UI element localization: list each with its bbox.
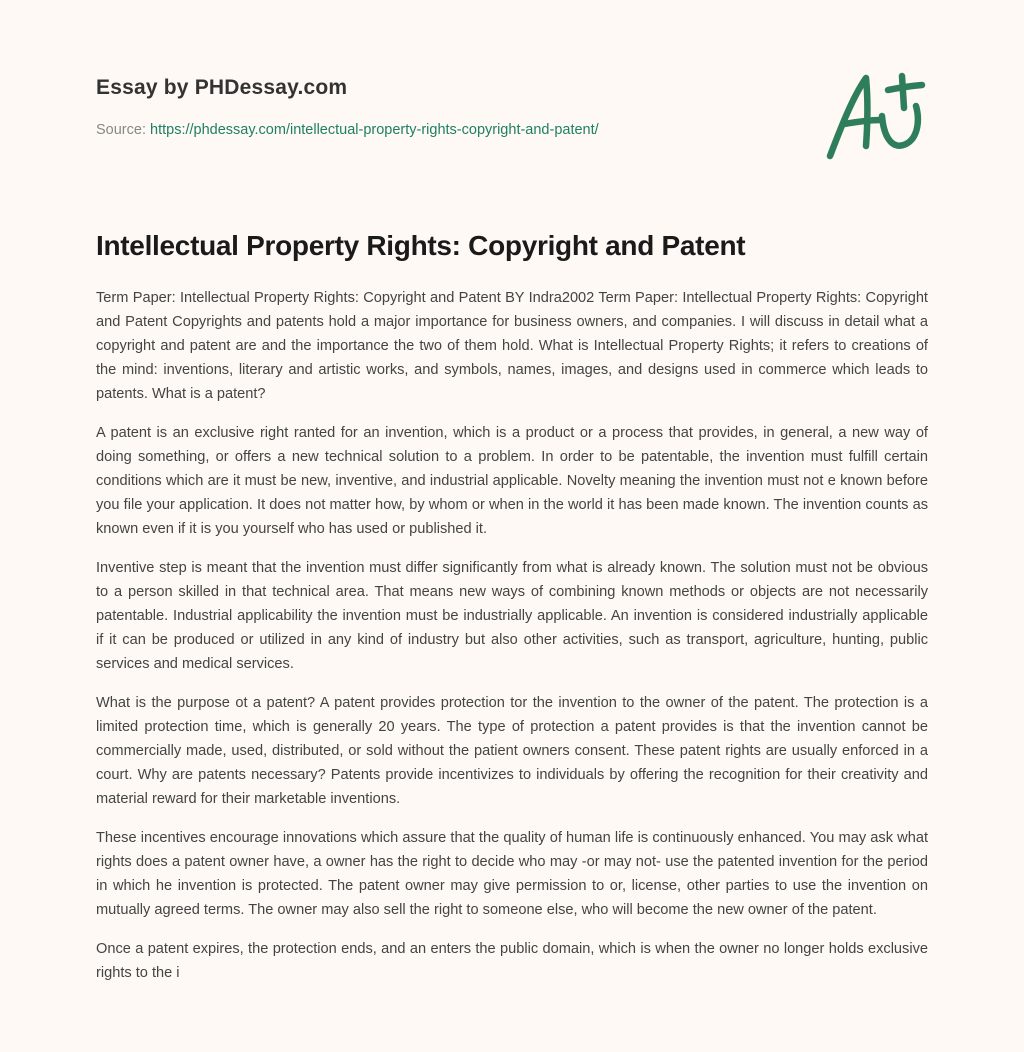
source-line: [96, 122, 796, 138]
essay-header: [96, 76, 796, 138]
a-plus-grade-icon: [822, 68, 930, 164]
paragraph: Term Paper: Intellectual Property Rights: Copyright and Patent BY Indra2002 Term Paper: Intellectual Property Rights: Copyright and Patent Copyrights and patents hold a major importance for business owners, and companies. I will discuss in detail what a copyright and patent are and the importance the two of them hold. What is Intellectual Property Rights; it refers to creations of the mind: inventions, literary and artistic works, and symbols, names, images, and designs used in commerce which leads to patents. What is a patent?: [96, 290, 928, 402]
article: [96, 226, 928, 1000]
page-title: Intellectual Property Rights: Copyright and Patent: [96, 230, 746, 261]
paragraph: A patent is an exclusive right ranted for an invention, which is a product or a process that provides, in general, a new way of doing something, or offers a new technical solution to a problem. In order to be patentable, the invention must fulfill certain conditions which are it must be new, inventive, and industrial applicable. Novelty meaning the invention must not e known before you file your application. It does not matter how, by whom or when in the world it has been made known. The invention counts as known even if it is you yourself who has used or published it.: [96, 425, 928, 537]
paragraph: Once a patent expires, the protection ends, and an enters the public domain, which is when the owner no longer holds exclusive rights to the i: [96, 941, 928, 981]
paragraph: These incentives encourage innovations which assure that the quality of human life is continuously enhanced. You may ask what rights does a patent owner have, a owner has the right to decide who may -or may not- use the patented invention for the period in which he invention is protected. The patent owner may give permission to or, license, other parties to use the invention on mutually agreed terms. The owner may also sell the right to someone else, who will become the new owner of the patent.: [96, 830, 928, 918]
paragraph: Inventive step is meant that the invention must differ significantly from what is already known. The solution must not be obvious to a person skilled in that technical area. That means new ways of combining known methods or objects are not necessarily patentable. Industrial applicability the invention must be industrially applicable. An invention is considered industrially applicable if it can be produced or utilized in any kind of industry but also other activities, such as transport, agriculture, hunting, public services and medical services.: [96, 560, 928, 672]
source-link[interactable]: https://phdessay.com/intellectual-property-rights-copyright-and-patent/: [150, 122, 599, 138]
paragraph: What is the purpose ot a patent? A patent provides protection tor the invention to the owner of the patent. The protection is a limited protection time, which is generally 20 years. The type of protection a patent provides is that the invention cannot be commercially made, used, distributed, or sold without the patient owners consent. These patent rights are usually enforced in a court. Why are patents necessary? Patents provide incentivizes to individuals by offering the recognition for their creativity and material reward for their marketable inventions.: [96, 695, 928, 807]
site-title: Essay by PHDessay.com: [96, 76, 348, 99]
source-label: Source:: [96, 122, 146, 138]
